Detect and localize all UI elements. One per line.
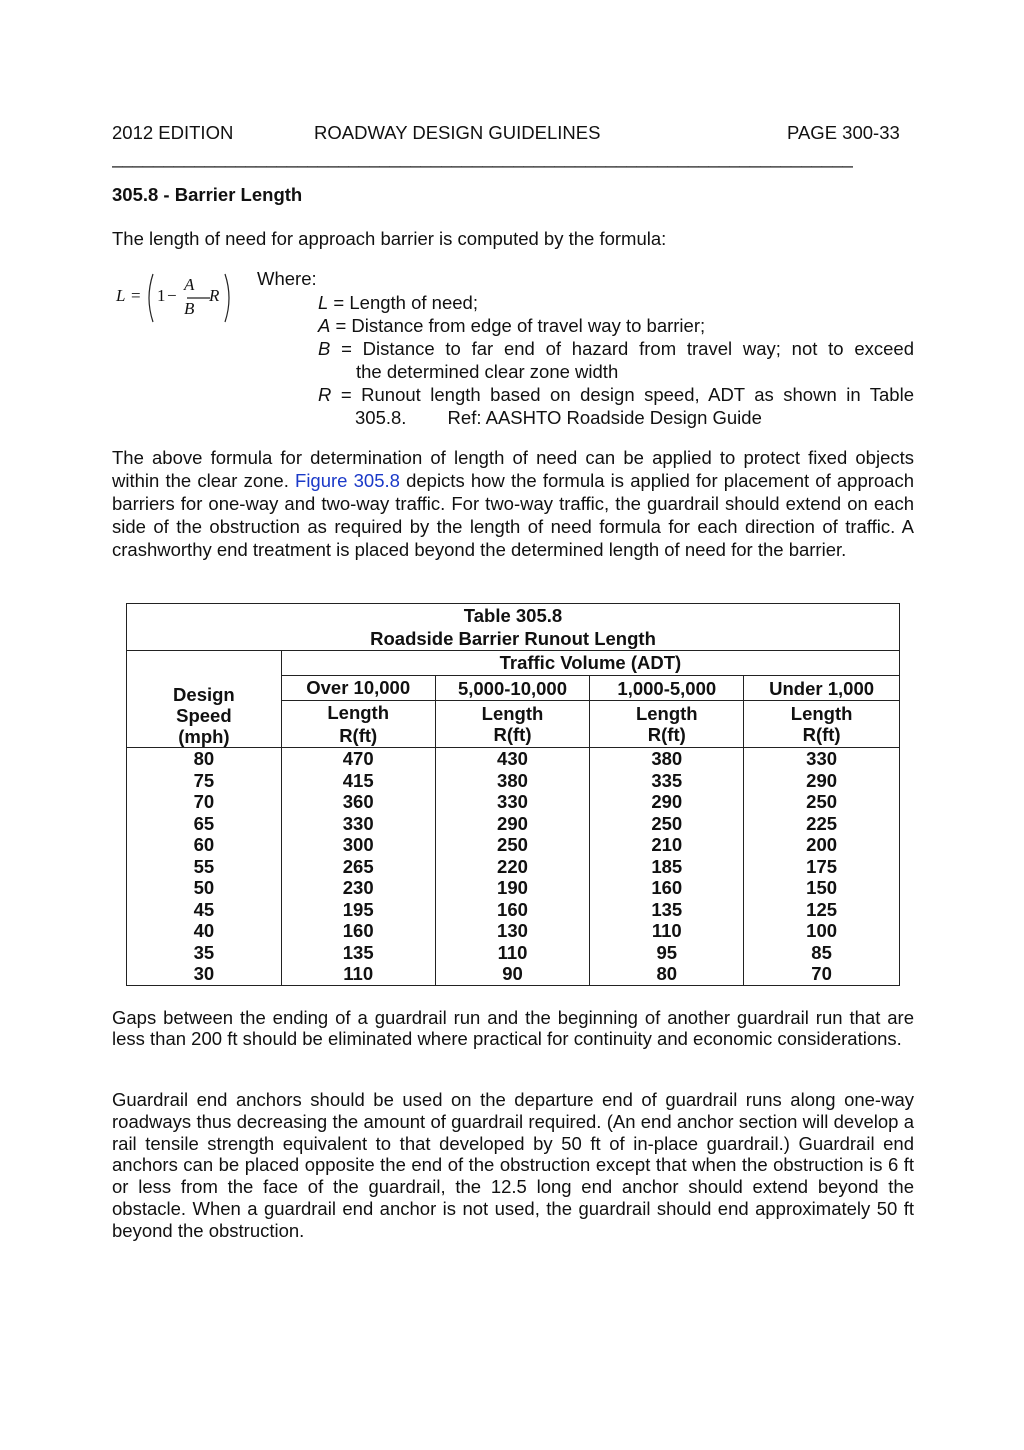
runout-length-cell: 90	[435, 963, 590, 985]
runout-length-cell: 185	[590, 856, 744, 878]
runout-length-cell: 380	[590, 748, 744, 770]
runout-length-cell: 220	[435, 856, 590, 878]
runout-length-cell: 150	[744, 877, 900, 899]
runout-length-cell: 135	[281, 942, 435, 964]
runout-length-cell: 160	[281, 920, 435, 942]
speed-cell: 50	[127, 877, 282, 899]
formula-numerator: A	[184, 275, 195, 294]
runout-length-cell: 130	[435, 920, 590, 942]
runout-length-cell: 290	[590, 791, 744, 813]
speed-cell: 55	[127, 856, 282, 878]
runout-length-cell: 175	[744, 856, 900, 878]
runout-length-cell: 360	[281, 791, 435, 813]
column-header: Under 1,000	[744, 676, 900, 701]
table-row	[127, 748, 900, 770]
table-subtitle: Roadside Barrier Runout Length	[370, 628, 656, 649]
traffic-volume-header: Traffic Volume (ADT)	[281, 651, 899, 676]
speed-cell: 75	[127, 770, 282, 792]
runout-length-cell: 110	[435, 942, 590, 964]
page-number: PAGE 300-33	[787, 122, 900, 143]
runout-length-cell: 250	[744, 791, 900, 813]
table-row	[127, 770, 900, 792]
def-R: R = Runout length based on design speed, ADT as shown in Table	[318, 384, 914, 405]
runout-length-cell: 290	[744, 770, 900, 792]
runout-length-cell: 70	[744, 963, 900, 985]
formula-rhs: R	[209, 286, 220, 305]
runout-length-cell: 110	[590, 920, 744, 942]
length-unit-header: Length R(ft)	[590, 701, 744, 748]
runout-length-cell: 160	[435, 899, 590, 921]
runout-length-cell: 290	[435, 813, 590, 835]
table-row	[127, 834, 900, 856]
page-header	[112, 122, 912, 146]
runout-length-cell: 415	[281, 770, 435, 792]
length-unit-header: Length R(ft)	[281, 701, 435, 748]
document-title: ROADWAY DESIGN GUIDELINES	[314, 122, 601, 143]
runout-length-cell: 330	[281, 813, 435, 835]
column-header: 1,000-5,000	[590, 676, 744, 701]
runout-length-cell: 330	[435, 791, 590, 813]
runout-length-cell: 335	[590, 770, 744, 792]
column-header: 5,000-10,000	[435, 676, 590, 701]
runout-length-cell: 250	[590, 813, 744, 835]
speed-cell: 65	[127, 813, 282, 835]
column-header: Over 10,000	[281, 676, 435, 701]
runout-length-cell: 210	[590, 834, 744, 856]
table-row	[127, 899, 900, 921]
length-of-need-formula	[116, 270, 246, 326]
runout-length-table	[126, 603, 900, 986]
speed-cell: 80	[127, 748, 282, 770]
paragraph-gaps: Gaps between the ending of a guardrail run and the beginning of another guardrail run that are less than 200 ft should be eliminated where practical for continuity and economic considerations.	[112, 1007, 914, 1049]
intro-text: The length of need for approach barrier is computed by the formula:	[112, 228, 667, 249]
def-B: B = Distance to far end of hazard from travel way; not to exceed	[318, 338, 914, 359]
runout-length-cell: 190	[435, 877, 590, 899]
speed-cell: 35	[127, 942, 282, 964]
table-title: Table 305.8	[463, 605, 563, 626]
table-row	[127, 791, 900, 813]
speed-cell: 45	[127, 899, 282, 921]
runout-length-cell: 160	[590, 877, 744, 899]
runout-length-cell: 135	[590, 899, 744, 921]
formula-one: 1	[157, 286, 166, 305]
runout-length-cell: 95	[590, 942, 744, 964]
where-label: Where:	[257, 268, 317, 289]
runout-length-cell: 250	[435, 834, 590, 856]
edition-label: 2012 EDITION	[112, 122, 234, 143]
paragraph-end-anchors: Guardrail end anchors should be used on the departure end of guardrail runs along one-way roadways thus decreasing the amount of guardrail required. (An end anchor section will develop a rail tensile strength equivalent to that developed by 50 ft of in-place guardrail.) Guardrail end anchors can be placed opposite the end of the obstruction except that when the obstruction is 6 ft or less from the face of the guardrail, the 12.5 long end anchor should extend beyond the obstacle. When a guardrail end anchor is not used, the guardrail should end approximately 50 ft beyond the obstruction.	[112, 1089, 914, 1241]
runout-length-cell: 100	[744, 920, 900, 942]
formula-denominator: B	[184, 299, 195, 318]
length-unit-header: Length R(ft)	[744, 701, 900, 748]
table-row	[127, 856, 900, 878]
speed-header: Design Speed (mph)	[127, 651, 282, 748]
runout-length-cell: 265	[281, 856, 435, 878]
figure-link[interactable]: Figure 305.8	[295, 470, 400, 491]
table-row	[127, 920, 900, 942]
length-unit-header: Length R(ft)	[435, 701, 590, 748]
runout-length-cell: 80	[590, 963, 744, 985]
table-row	[127, 877, 900, 899]
runout-length-cell: 200	[744, 834, 900, 856]
speed-cell: 60	[127, 834, 282, 856]
runout-length-cell: 230	[281, 877, 435, 899]
runout-length-cell: 300	[281, 834, 435, 856]
speed-cell: 30	[127, 963, 282, 985]
runout-length-cell: 380	[435, 770, 590, 792]
runout-length-cell: 85	[744, 942, 900, 964]
runout-length-cell: 195	[281, 899, 435, 921]
runout-length-cell: 330	[744, 748, 900, 770]
runout-length-cell: 125	[744, 899, 900, 921]
def-B-cont: the determined clear zone width	[356, 361, 619, 382]
table-body	[127, 748, 900, 986]
paragraph-formula-application: The above formula for determination of length of need can be applied to protect fixed objects within the clear zone. Figure 305.8 depicts how the formula is applied for placement of approach barriers for one-way and two-way traffic. For two-way traffic, the guardrail should extend on each side of the obstruction as required by the length of need formula for each direction of traffic. A crashworthy end treatment is placed beyond the determined length of need for the barrier.	[112, 447, 915, 560]
runout-length-cell: 430	[435, 748, 590, 770]
formula-minus: −	[167, 286, 177, 305]
table-row	[127, 813, 900, 835]
table-caption	[127, 604, 900, 651]
runout-length-cell: 225	[744, 813, 900, 835]
def-R-cont: 305.8. Ref: AASHTO Roadside Design Guide	[355, 407, 762, 428]
runout-length-cell: 110	[281, 963, 435, 985]
formula-equals: =	[131, 286, 141, 305]
runout-length-cell: 470	[281, 748, 435, 770]
section-title: 305.8 - Barrier Length	[112, 184, 303, 205]
variable-definitions	[318, 291, 914, 429]
header-rule: ________________________________________________________________________	[112, 147, 853, 168]
def-A: A = Distance from edge of travel way to barrier;	[318, 315, 706, 336]
table-row	[127, 942, 900, 964]
table-row	[127, 963, 900, 985]
formula-lhs: L	[116, 286, 126, 305]
speed-cell: 40	[127, 920, 282, 942]
speed-cell: 70	[127, 791, 282, 813]
def-L: L = Length of need;	[318, 292, 478, 313]
